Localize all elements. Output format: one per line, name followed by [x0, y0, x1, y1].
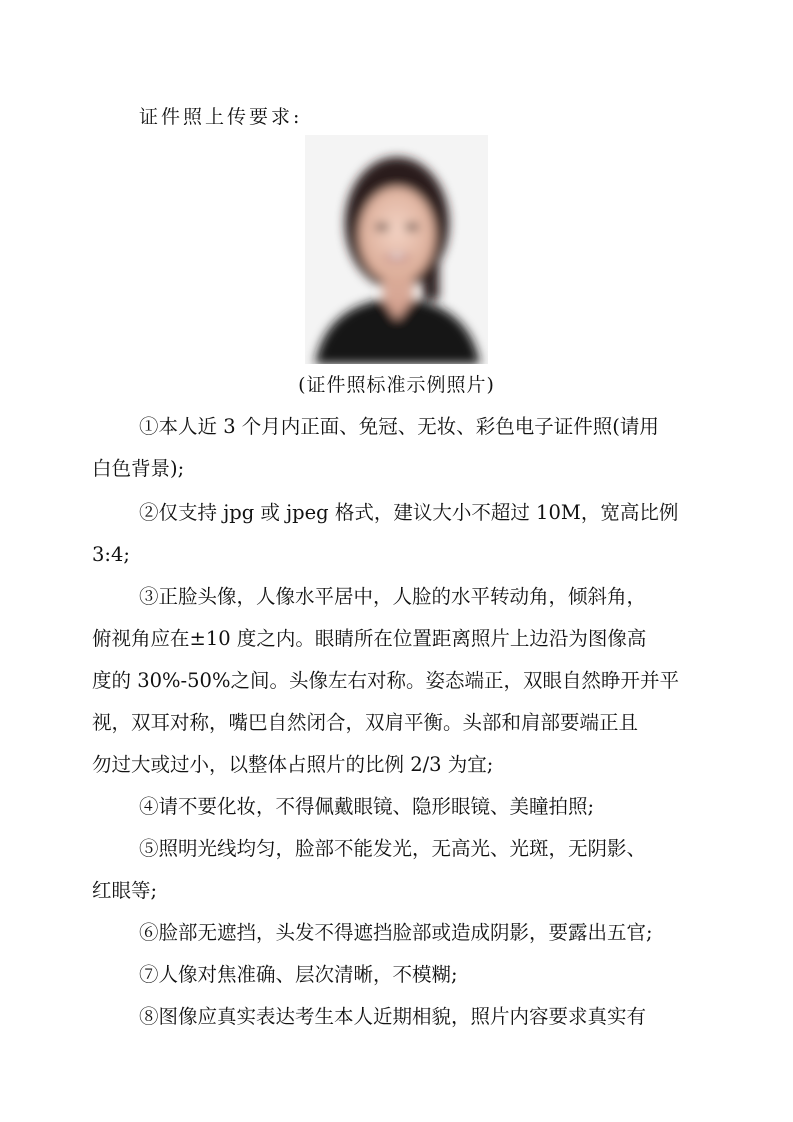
requirement-1-line-2: 白色背景);	[92, 457, 185, 480]
requirement-2-line-1: ②仅支持 jpg 或 jpeg 格式，建议大小不超过 10M，宽高比例	[139, 501, 679, 524]
requirement-3-line-5: 勿过大或过小，以整体占照片的比例 2/3 为宜;	[92, 753, 494, 776]
requirement-3-line-3: 度的 30%-50%之间。头像左右对称。姿态端正，双眼自然睁开并平	[92, 669, 679, 692]
requirement-6-line-1: ⑥脸部无遮挡，头发不得遮挡脸部或造成阴影，要露出五官;	[139, 921, 653, 944]
requirement-7-line-1: ⑦人像对焦准确、层次清晰，不模糊;	[139, 963, 458, 986]
requirement-5-line-2: 红眼等;	[92, 879, 158, 902]
requirement-1-line-1: ①本人近 3 个月内正面、免冠、无妆、彩色电子证件照(请用	[139, 415, 659, 438]
photo-caption: (证件照标准示例照片)	[298, 374, 495, 396]
requirement-3-line-1: ③正脸头像，人像水平居中，人脸的水平转动角，倾斜角，	[139, 585, 647, 608]
sample-id-photo	[305, 135, 488, 364]
requirement-5-line-1: ⑤照明光线均匀，脸部不能发光，无高光、光斑，无阴影、	[139, 837, 647, 860]
requirement-4-line-1: ④请不要化妆，不得佩戴眼镜、隐形眼镜、美瞳拍照;	[139, 795, 595, 818]
section-heading: 证件照上传要求:	[139, 106, 303, 128]
requirement-3-line-2: 俯视角应在±10 度之内。眼睛所在位置距离照片上边沿为图像高	[92, 627, 647, 650]
requirement-3-line-4: 视，双耳对称，嘴巴自然闭合，双肩平衡。头部和肩部要端正且	[92, 711, 639, 734]
requirement-2-line-2: 3:4;	[92, 543, 130, 566]
requirement-8-line-1: ⑧图像应真实表达考生本人近期相貌，照片内容要求真实有	[139, 1005, 647, 1028]
